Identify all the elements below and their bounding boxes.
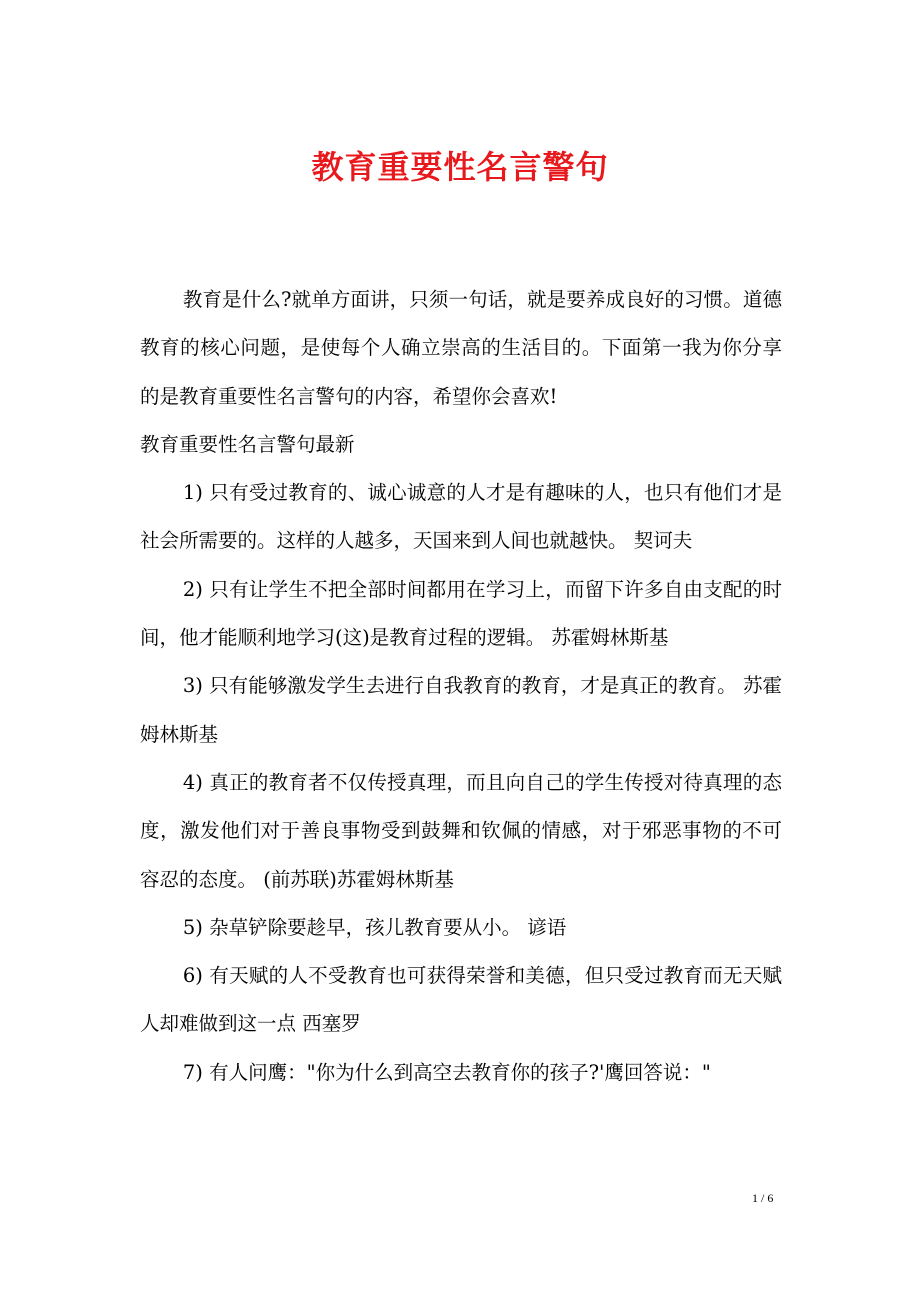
section-heading: 教育重要性名言警句最新: [140, 432, 355, 456]
quote-item: 1) 只有受过教育的、诚心诚意的人才是有趣味的人，也只有他们才是社会所需要的。这样的人越多，天国来到人间也就越快。 契诃夫: [140, 481, 782, 553]
quote-item: 4) 真正的教育者不仅传授真理，而且向自己的学生传授对待真理的态度，激发他们对于善良事物受到鼓舞和钦佩的情感，对于邪恶事物的不可容忍的态度。 (前苏联)苏霍姆林斯基: [140, 770, 782, 891]
intro-paragraph: 教育是什么?就单方面讲，只须一句话，就是要养成良好的习惯。道德教育的核心问题，是使每个人确立崇高的生活目的。下面第一我为你分享的是教育重要性名言警句的内容，希望你会喜欢!: [140, 288, 782, 408]
page-number: 1 / 6: [752, 1191, 774, 1205]
quote-item: 7) 有人问鹰："你为什么到高空去教育你的孩子?'鹰回答说：": [182, 1060, 711, 1084]
document-body: [140, 276, 782, 1097]
quote-item: 2) 只有让学生不把全部时间都用在学习上，而留下许多自由支配的时间，他才能顺利地学习(这)是教育过程的逻辑。 苏霍姆林斯基: [140, 577, 782, 650]
document-title: 教育重要性名言警句: [311, 148, 609, 186]
quote-item: 3) 只有能够激发学生去进行自我教育的教育，才是真正的教育。 苏霍姆林斯基: [140, 674, 782, 746]
quote-item: 5) 杂草铲除要趁早，孩儿教育要从小。 谚语: [182, 915, 567, 939]
quote-item: 6) 有天赋的人不受教育也可获得荣誉和美德，但只受过教育而无天赋人却难做到这一点 西塞罗: [140, 964, 782, 1036]
